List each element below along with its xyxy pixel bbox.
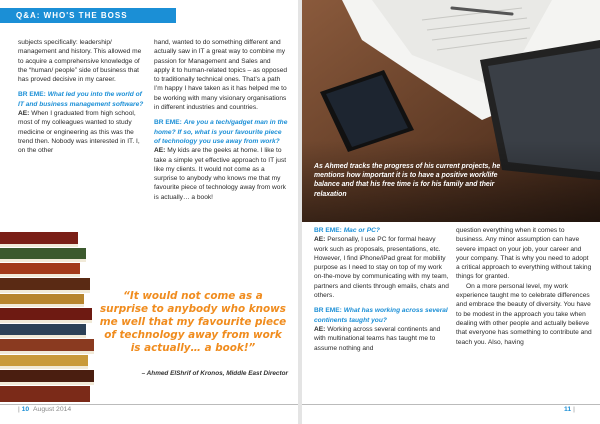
answer-1	[18, 109, 148, 155]
question-2	[154, 118, 288, 146]
section-header	[0, 8, 176, 23]
left-column-2	[154, 38, 288, 202]
footer-divider	[0, 404, 298, 405]
answer-text: When I graduated from high school, most of my colleagues wanted to study medicine or engineering as this was the trend then. Nobody was interested in IT. I, on the other	[18, 110, 140, 155]
question-prefix: BR EME:	[18, 91, 46, 99]
answer-text: Personally, I use PC for formal heavy work such as proposals, presentations, etc. However, I find iPhone/iPad great for mobility purpose as I need to stay on top of my work on-the-move by communicating with my team, partners and clients through emails, chats and others.	[314, 236, 449, 300]
question-text: What has working across several continents taught you?	[314, 307, 448, 324]
right-column-2	[456, 226, 592, 347]
answer-prefix: AE:	[154, 147, 166, 155]
section-label: Q&A: WHO'S THE BOSS	[16, 11, 128, 20]
question-3	[314, 226, 450, 235]
footer-divider	[302, 404, 600, 405]
answer-prefix: AE:	[314, 236, 326, 244]
pull-quote: “It would not come as a surprise to anybody who knows me well that my favourite piece of technology away from work is actually… a book!”	[99, 290, 287, 354]
question-text: Mac or PC?	[343, 227, 380, 234]
page-number: 11	[564, 406, 572, 413]
book-stack-illustration	[0, 214, 96, 404]
answer-3	[314, 235, 450, 300]
question-1	[18, 90, 148, 109]
right-column-1	[314, 226, 450, 353]
left-folio: | 10 August 2014	[18, 406, 72, 413]
issue-date: August 2014	[33, 406, 72, 413]
left-page	[0, 0, 298, 424]
answer-prefix: AE:	[314, 325, 326, 333]
continued-paragraph: question everything when it comes to business. Any minor assumption can have severe impact on your job, your career and your company. That is why you need to adopt a critical approach to everything without taking things for granted.	[456, 227, 592, 281]
quote-attribution: – Ahmed ElShrif of Kronos, Middle East Director	[141, 370, 288, 377]
book-icon	[0, 232, 94, 402]
question-4	[314, 306, 450, 325]
answer-2	[154, 146, 288, 202]
question-text: Are you a tech/gadget man in the home? If so, what is your favourite piece of technology you use away from work?	[154, 119, 288, 145]
page-number: 10	[21, 406, 30, 413]
right-folio: 11 |	[564, 406, 575, 413]
photo-caption: As Ahmed tracks the progress of his current projects, he mentions how important it is to have a positive work/life balance and that his free time is for his family and their relaxation	[314, 163, 501, 198]
continued-paragraph: hand, wanted to do something different and actually saw in IT a great way to combine my passion for Management and Sales and apply it to human-related topics – as opposed to traditionally technical ones. That’s a path I’m happy I have taken as it has helped me to be working with many visionary organisations in different industries and countries.	[154, 39, 288, 112]
left-column-1	[18, 38, 148, 156]
question-prefix: BR EME:	[314, 227, 342, 234]
intro-paragraph: subjects specifically: leadership/ management and history. This allowed me to acquire a comprehensive knowledge of the “human/ people” side of business that has proved decisive in my career.	[18, 39, 142, 84]
answer-text: My kids are the geeks at home. I like to take a simple yet effective approach to IT just like my clients. It would not come as a surprise to anybody who knows me that my favourite piece of technology away from work is actually… a book!	[154, 147, 287, 201]
right-page	[302, 0, 600, 424]
answer-4	[314, 325, 450, 353]
paragraph: On a more personal level, my work experience taught me to celebrate differences and embrace the beauty of diversity. You have to be modest in the approach you take when dealing with other people and actually believe that everyone has something to contribute and teach you. Also, having	[456, 282, 592, 346]
question-prefix: BR EME:	[154, 119, 182, 127]
answer-text: Working across several continents and with multinational teams has taught me to assume nothing and	[314, 325, 441, 352]
question-prefix: BR EME:	[314, 307, 342, 315]
question-text: What led you into the world of IT and business management software?	[18, 91, 144, 108]
answer-prefix: AE:	[18, 110, 30, 118]
